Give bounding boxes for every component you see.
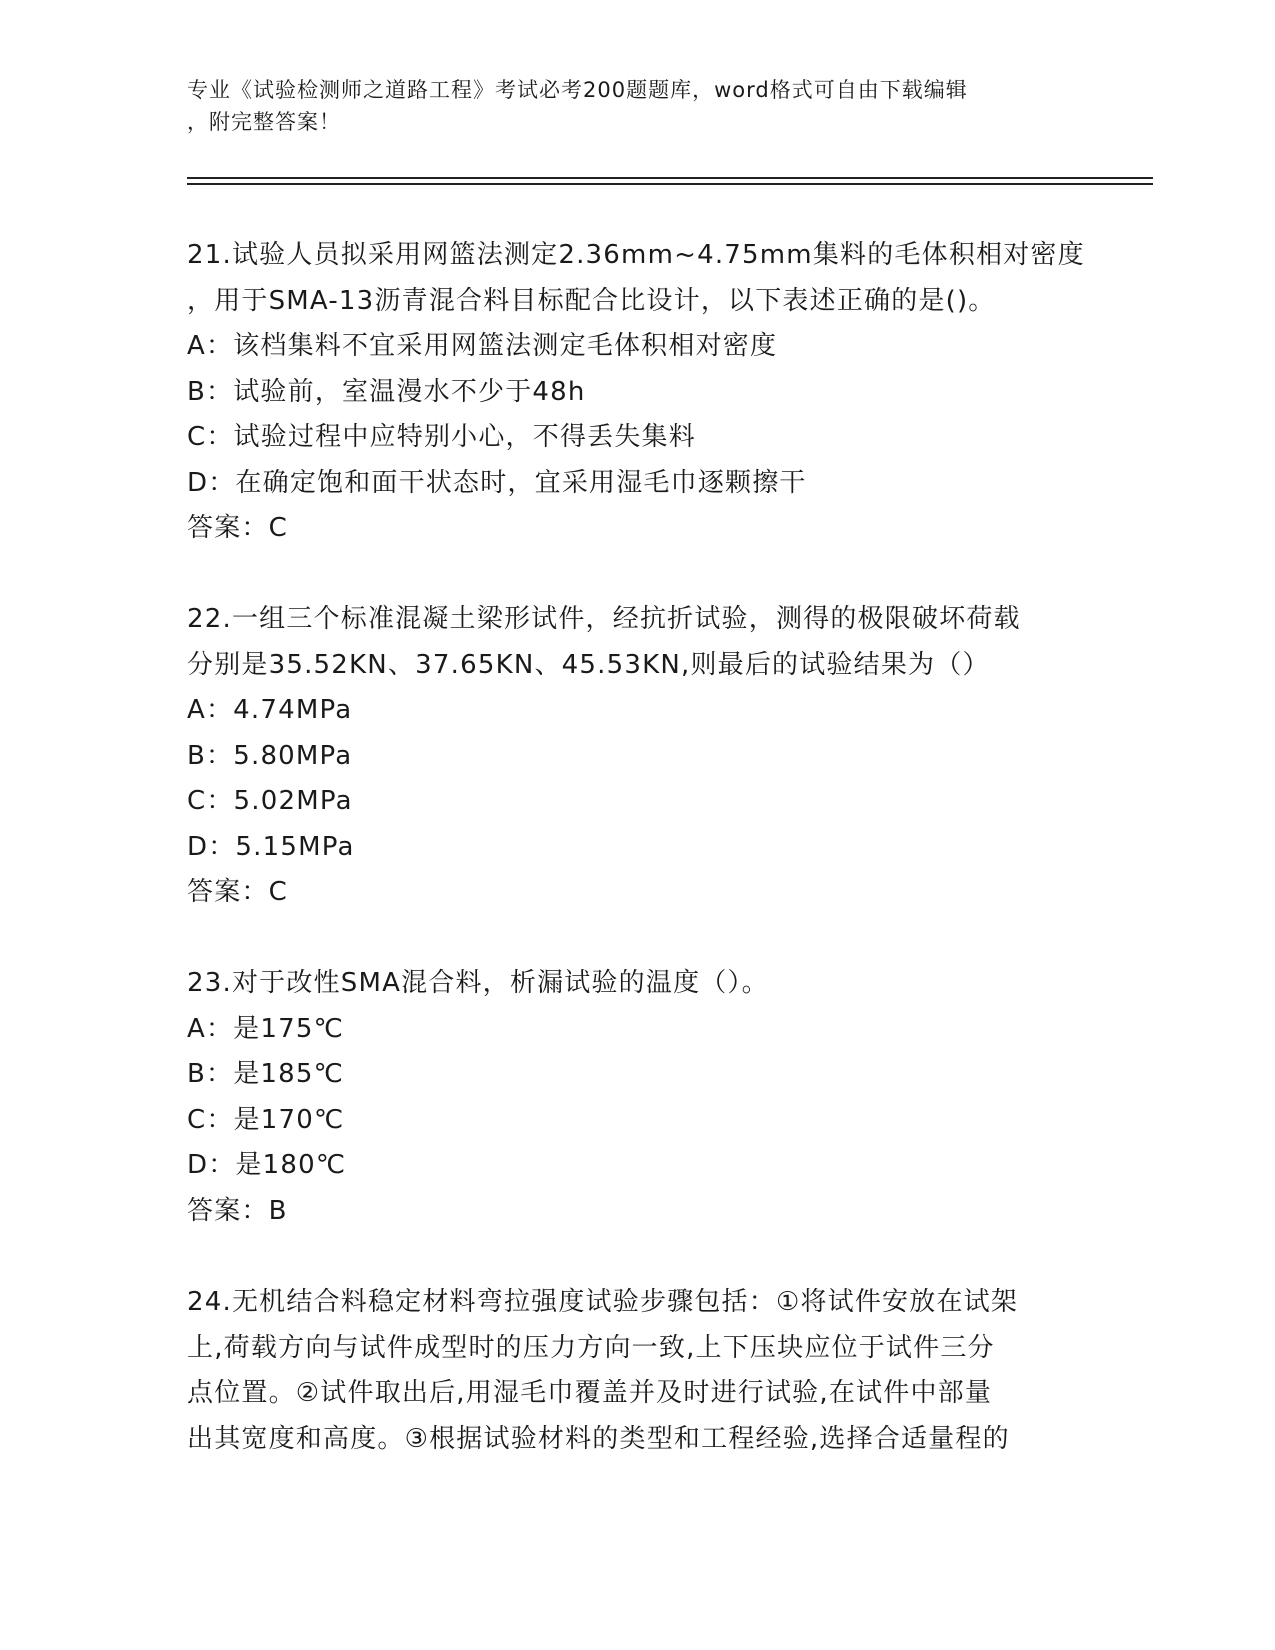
question-stem-line: 24.无机结合料稳定材料弯拉强度试验步骤包括：①将试件安放在试架 — [187, 1287, 1019, 1317]
question-22 — [187, 597, 1107, 916]
option-d: D：在确定饱和面干状态时，宜采用湿毛巾逐颗擦干 — [187, 467, 807, 498]
option-c: C：5.02MPa — [187, 786, 353, 816]
header-divider-top — [187, 177, 1153, 179]
question-stem-line: 出其宽度和高度。③根据试验材料的类型和工程经验,选择合适量程的 — [187, 1423, 1010, 1454]
option-b: B：5.80MPa — [187, 740, 353, 771]
answer-label: 答案：B — [187, 1195, 288, 1226]
option-a: A：该档集料不宜采用网篮法测定毛体积相对密度 — [187, 331, 778, 361]
answer-label: 答案：C — [187, 513, 288, 543]
header-line-2: ，附完整答案！ — [187, 110, 341, 134]
option-b: B：是185℃ — [187, 1059, 345, 1089]
answer-label: 答案：C — [187, 877, 288, 907]
question-21 — [187, 233, 1107, 552]
option-a: A：是175℃ — [187, 1013, 345, 1044]
question-stem-line: 点位置。②试件取出后,用湿毛巾覆盖并及时进行试验,在试件中部量 — [187, 1378, 993, 1408]
header-line-1: 专业《试验检测师之道路工程》考试必考200题题库，word格式可自由下载编辑 — [187, 78, 968, 102]
option-c: C：试验过程中应特别小心，不得丢失集料 — [187, 422, 696, 452]
question-stem-line: ，用于SMA-13沥青混合料目标配合比设计，以下表述正确的是()。 — [187, 285, 996, 316]
question-24 — [187, 1280, 1107, 1462]
question-stem-line: 22.一组三个标准混凝土梁形试件，经抗折试验，测得的极限破坏荷载 — [187, 604, 1021, 634]
option-a: A：4.74MPa — [187, 695, 353, 725]
option-d: D：是180℃ — [187, 1150, 347, 1180]
question-stem-line: 23.对于改性SMA混合料，析漏试验的温度（）。 — [187, 968, 769, 998]
header-divider-bottom — [187, 183, 1153, 185]
question-stem-line: 上,荷载方向与试件成型时的压力方向一致,上下压块应位于试件三分 — [187, 1332, 995, 1363]
option-c: C：是170℃ — [187, 1104, 345, 1135]
question-stem-line: 分别是35.52KN、37.65KN、45.53KN,则最后的试验结果为（） — [187, 649, 990, 680]
question-23 — [187, 961, 1107, 1234]
question-stem-line: 21.试验人员拟采用网篮法测定2.36mm~4.75mm集料的毛体积相对密度 — [187, 240, 1085, 270]
document-header — [187, 74, 1087, 138]
option-b: B：试验前，室温漫水不少于48h — [187, 376, 586, 407]
option-d: D：5.15MPa — [187, 831, 355, 862]
